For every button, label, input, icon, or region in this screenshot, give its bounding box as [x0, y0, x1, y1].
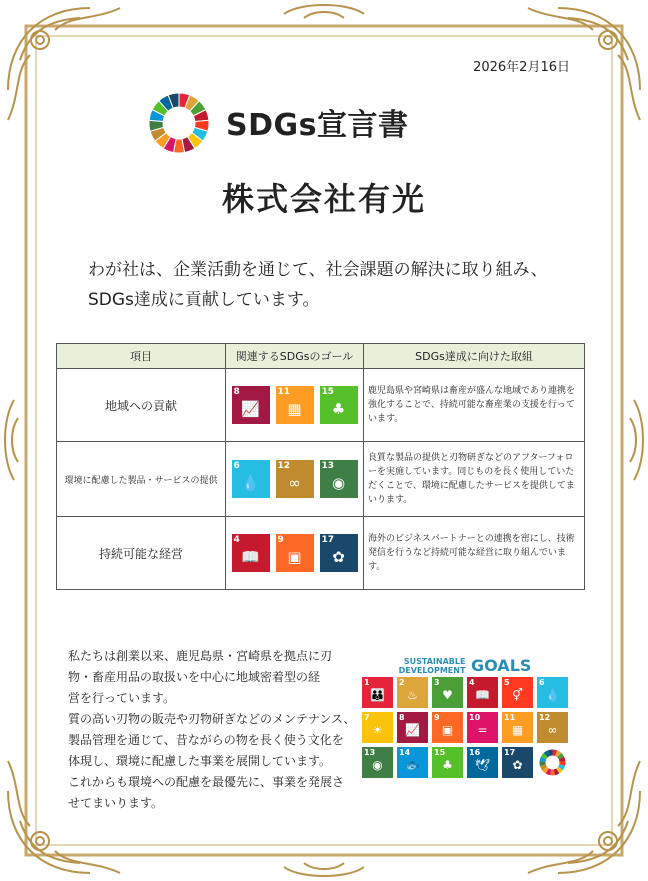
book-icon: 📖	[475, 688, 490, 702]
tile-number: 17	[504, 748, 516, 757]
poster-line-1: SUSTAINABLE	[403, 656, 466, 666]
gender-icon: ⚥	[512, 688, 523, 702]
goal-8-icon: 8 📈	[232, 386, 270, 424]
row-action: 海外のビジネスパートナーとの連携を密にし、技術発信を行うなど持続可能な経営に取り組んでいます。	[364, 517, 585, 590]
goal-4-tile	[467, 677, 498, 708]
story-line: 営を行っています。	[68, 691, 176, 705]
table-row	[57, 369, 585, 442]
dove-icon: 🕊	[474, 758, 491, 772]
goal-11-tile	[502, 712, 533, 743]
poster-heading	[362, 655, 568, 675]
bowl-icon: ♨	[407, 688, 418, 702]
goal-2-tile	[397, 677, 428, 708]
header-item: 項目	[57, 344, 226, 369]
partnership-rings-icon: ✿	[512, 758, 523, 772]
goal-13-icon: 13 ◉	[320, 460, 358, 498]
family-icon: 👪	[370, 688, 385, 702]
goal-4-icon: 4 📖	[232, 534, 270, 572]
goal-17-tile	[502, 747, 533, 778]
sdgs-goals-table	[56, 343, 585, 590]
row-goal-icons	[226, 369, 364, 442]
story-line: 質の高い刃物の販売や刃物研ぎなどのメンテナンス、	[68, 712, 356, 726]
goal-12-icon: 12 ∞	[276, 460, 314, 498]
goal-15-tile	[432, 747, 463, 778]
goal-9-tile	[432, 712, 463, 743]
document-title: SDGs宣言書	[226, 108, 409, 143]
fish-icon: 🐟	[405, 758, 420, 772]
intro-statement	[88, 255, 548, 315]
story-line: 私たちは創業以来、鹿児島県・宮崎県を拠点に刃	[68, 649, 333, 663]
row-item: 地域への貢献	[57, 369, 226, 442]
goal-10-tile	[467, 712, 498, 743]
story-line: 体現し、環境に配慮した事業を展開しています。	[68, 754, 332, 768]
row-goal-icons	[226, 442, 364, 517]
company-name: 株式会社有光	[221, 180, 426, 218]
poster-goals-word: GOALS	[471, 656, 532, 675]
sdgs-wheel-icon	[537, 747, 568, 778]
table-row	[57, 442, 585, 517]
tile-number: 2	[399, 678, 405, 687]
row-goal-icons	[226, 517, 364, 590]
tile-number: 1	[364, 678, 370, 687]
goal-7-tile	[362, 712, 393, 743]
goal-15-icon: 15 ♣	[320, 386, 358, 424]
story-line: これからも環境への配慮を最優先に、事業を発展さ	[68, 775, 345, 789]
growth-chart-icon: 📈	[405, 723, 420, 737]
row-action: 鹿児島県や宮崎県は畜産が盛んな地域であり連携を強化することで、持続可能な畜産業の支援を行っています。	[364, 369, 585, 442]
goal-9-icon: 9 ▣	[276, 534, 314, 572]
tile-number: 15	[434, 748, 446, 757]
city-buildings-icon: ▦	[511, 723, 524, 737]
goal-5-tile	[502, 677, 533, 708]
goal-13-tile	[362, 747, 393, 778]
poster-tile-grid	[362, 677, 568, 778]
tile-number: 12	[539, 713, 551, 722]
eye-globe-icon: ◉	[372, 758, 383, 772]
goal-6-icon: 6 💧	[232, 460, 270, 498]
poster-line-2: DEVELOPMENT	[398, 665, 466, 675]
story-line: 製品管理を通じて、昔ながらの物を長く使う文化を	[68, 733, 344, 747]
equality-icon: =	[477, 723, 488, 737]
tile-number: 13	[364, 748, 376, 757]
tile-number: 4	[469, 678, 475, 687]
water-drop-icon: 💧	[545, 688, 560, 702]
header-actions: SDGs達成に向けた取組	[364, 344, 585, 369]
goal-1-tile	[362, 677, 393, 708]
goal-16-tile	[467, 747, 498, 778]
cubes-icon: ▣	[441, 723, 454, 737]
goal-14-tile	[397, 747, 428, 778]
tile-number: 10	[469, 713, 481, 722]
intro-line-1: わが社は、企業活動を通じて、社会課題の解決に取り組み、	[88, 260, 548, 280]
row-item: 環境に配慮した製品・サービスの提供	[57, 442, 226, 517]
story-line: せてまいります。	[68, 796, 164, 810]
goal-6-tile	[537, 677, 568, 708]
intro-line-2: SDGs達成に貢献しています。	[88, 290, 320, 310]
sun-icon: ☀	[372, 723, 383, 737]
tile-number: 6	[539, 678, 545, 687]
goal-12-tile	[537, 712, 568, 743]
tile-number: 11	[504, 713, 516, 722]
tree-icon: ♣	[442, 758, 453, 772]
tile-number: 5	[504, 678, 510, 687]
issue-date: 2026年2月16日	[473, 60, 570, 75]
sdgs-wheel-logo	[148, 92, 210, 154]
row-item: 持続可能な経営	[57, 517, 226, 590]
row-action: 良質な製品の提供と刃物研ぎなどのアフターフォローを実施しています。同じものを長く使用していただくことで、環境に配慮したサービスを提供してまいります。	[364, 442, 585, 517]
tile-number: 16	[469, 748, 481, 757]
tile-number: 3	[434, 678, 440, 687]
heartbeat-icon: ♥	[442, 688, 453, 702]
tile-number: 8	[399, 713, 405, 722]
table-row	[57, 517, 585, 590]
sdgs-goals-poster	[362, 655, 568, 778]
goal-3-tile	[432, 677, 463, 708]
company-story	[68, 646, 358, 814]
tile-number: 14	[399, 748, 411, 757]
tile-number: 7	[364, 713, 370, 722]
header-goals: 関連するSDGsのゴール	[226, 344, 364, 369]
infinity-icon: ∞	[547, 723, 558, 737]
goal-11-icon: 11 ▦	[276, 386, 314, 424]
goal-8-tile	[397, 712, 428, 743]
table-header-row	[57, 344, 585, 369]
goal-17-icon: 17 ✿	[320, 534, 358, 572]
story-line: 物・畜産用品の取扱いを中心に地域密着型の経	[68, 670, 321, 684]
tile-number: 9	[434, 713, 440, 722]
